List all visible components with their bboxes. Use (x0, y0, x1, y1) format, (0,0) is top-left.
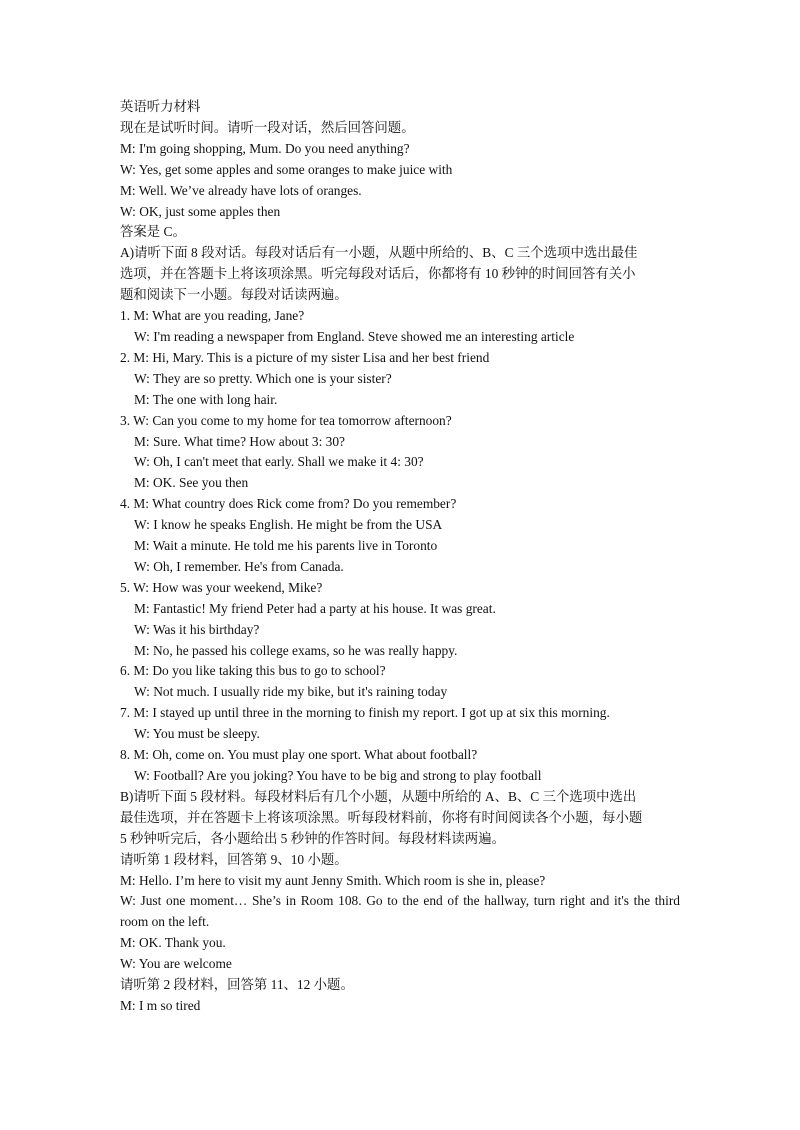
dialogue-5-line: W: Was it his birthday? (134, 621, 260, 637)
listening-document (120, 97, 680, 1017)
material-2-line: M: I m so tired (120, 997, 201, 1013)
dialogue-3-line: 3. W: Can you come to my home for tea tomorrow afternoon? (120, 412, 452, 428)
dialogue-3-line: W: Oh, I can't meet that early. Shall we make it 4: 30? (134, 454, 424, 470)
section-b-instructions: 5 秒钟听完后，各小题给出 5 秒钟的作答时间。每段材料读两遍。 (120, 830, 505, 846)
dialogue-6-line: 6. M: Do you like taking this bus to go to school? (120, 663, 386, 679)
section-b-instructions: B)请听下面 5 段材料。每段材料后有几个小题，从题中所给的 A、B、C 三个选项中选出 (120, 788, 637, 804)
dialogue-5-line: M: Fantastic! My friend Peter had a party at his house. It was great. (134, 600, 496, 616)
dialogue-8-line: 8. M: Oh, come on. You must play one sport. What about football? (120, 747, 478, 763)
dialogue-5-line: 5. W: How was your weekend, Mike? (120, 579, 323, 595)
dialogue-5-line: M: No, he passed his college exams, so he was really happy. (134, 642, 458, 658)
dialogue-4-line: W: I know he speaks English. He might be from the USA (134, 517, 443, 533)
trial-answer: 答案是 C。 (120, 224, 186, 240)
dialogue-6-line: W: Not much. I usually ride my bike, but it's raining today (134, 684, 448, 700)
section-a-instructions: A)请听下面 8 段对话。每段对话后有一小题，从题中所给的、B、C 三个选项中选出最佳 (120, 245, 638, 261)
dialogue-7-line: W: You must be sleepy. (134, 726, 260, 742)
dialogue-2-line: 2. M: Hi, Mary. This is a picture of my sister Lisa and her best friend (120, 349, 490, 365)
section-a-instructions: 选项，并在答题卡上将该项涂黑。听完每段对话后，你都将有 10 秒钟的时间回答有关小 (120, 266, 636, 282)
trial-intro: 现在是试听时间。请听一段对话，然后回答问题。 (120, 119, 415, 135)
material-2-heading: 请听第 2 段材料，回答第 11、12 小题。 (120, 977, 354, 993)
trial-line: W: Yes, get some apples and some oranges to make juice with (120, 161, 453, 177)
section-b-instructions: 最佳选项，并在答题卡上将该项涂黑。听每段材料前，你将有时间阅读各个小题，每小题 (120, 809, 643, 825)
material-1-heading: 请听第 1 段材料，回答第 9、10 小题。 (120, 851, 348, 867)
dialogue-3-line: M: Sure. What time? How about 3: 30? (134, 433, 345, 449)
material-1-line: M: Hello. I’m here to visit my aunt Jenny Smith. Which room is she in, please? (120, 872, 546, 888)
dialogue-1-line: W: I'm reading a newspaper from England. Steve showed me an interesting article (134, 328, 575, 344)
dialogue-3-line: M: OK. See you then (134, 475, 249, 491)
dialogue-2-line: W: They are so pretty. Which one is your sister? (134, 370, 392, 386)
dialogue-1-line: 1. M: What are you reading, Jane? (120, 308, 305, 324)
material-1-line: W: You are welcome (120, 956, 232, 972)
dialogue-8-line: W: Football? Are you joking? You have to be big and strong to play football (134, 768, 542, 783)
dialogue-4-line: W: Oh, I remember. He's from Canada. (134, 558, 344, 574)
section-a-instructions: 题和阅读下一小题。每段对话读两遍。 (120, 287, 348, 303)
dialogue-4-line: M: Wait a minute. He told me his parents live in Toronto (134, 538, 438, 554)
material-1-line: W: Just one moment… She’s in Room 108. Go to the end of the hallway, turn right and it's the third room on the left. (120, 893, 680, 930)
dialogue-7-line: 7. M: I stayed up until three in the morning to finish my report. I got up at six this morning. (120, 705, 610, 721)
material-1-line: M: OK. Thank you. (120, 935, 226, 951)
trial-line: M: Well. We’ve already have lots of oranges. (120, 182, 362, 198)
dialogue-2-line: M: The one with long hair. (134, 391, 278, 407)
dialogue-4-line: 4. M: What country does Rick come from? Do you remember? (120, 496, 457, 512)
document-title: 英语听力材料 (120, 99, 201, 114)
trial-line: M: I'm going shopping, Mum. Do you need anything? (120, 140, 410, 156)
trial-line: W: OK, just some apples then (120, 203, 281, 219)
